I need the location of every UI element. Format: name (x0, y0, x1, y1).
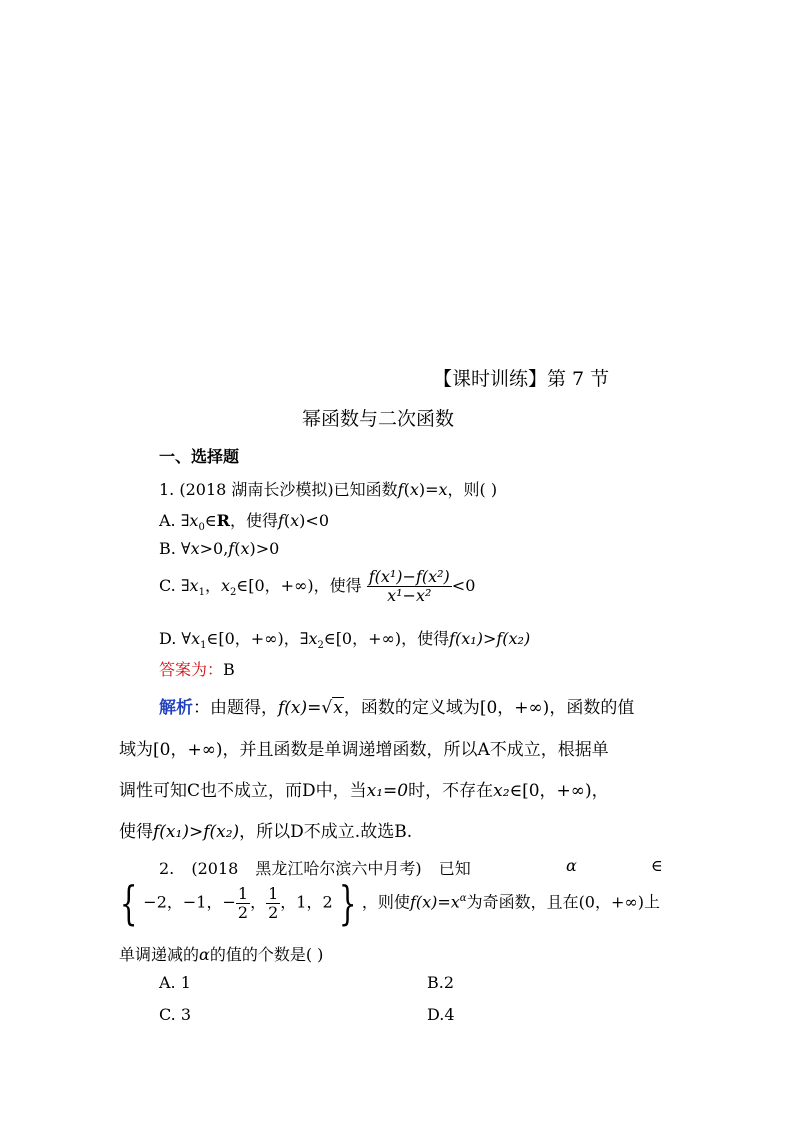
q2-stem-line-1: 2. (2018 黑龙江哈尔滨六中月考) 已知 (159, 859, 471, 878)
analysis-label: 解析 (159, 698, 193, 718)
lesson-tag: 【课时训练】第 7 节 (433, 368, 610, 390)
q2-alpha: α (566, 856, 577, 875)
q2-stem-line-2: { −2，−1，− $\frac{1}{2}$ ， $\frac{1}{2}$ ，1，2 } ，则使$f(x)=x^\alpha$为奇函数，且在(0，+∞)上 (119, 876, 660, 930)
q2-in-symbol: ∈ (651, 856, 663, 875)
analysis-line-3: 调性可知C也不成立，而D中，当x₁=0时，不存在x₂∈[0，+∞)， (119, 781, 609, 801)
q1-option-d: D. $\forall x_1\in[0$，+∞)，$\exists x_2\in[0$，+∞)，使得f(x₁)>f(x₂) (159, 629, 531, 652)
q2-option-c: C. 3 (159, 1005, 192, 1024)
q2-option-d: D.4 (427, 1005, 455, 1024)
answer-line (159, 657, 235, 680)
q2-stem-line-3: 单调递减的α的值的个数是( ) (119, 945, 324, 964)
answer-value: B (223, 660, 235, 679)
analysis-line-1: 解析：由题得，f(x)=√x，函数的定义域为[0，+∞)，函数的值 (159, 698, 635, 718)
q2-option-a: A. 1 (159, 973, 191, 992)
topic-title: 幂函数与二次函数 (302, 408, 455, 430)
q1-option-c-fraction: $\frac{\text{f(x¹)−f(x²)}}{\text{x¹−x²}}$ (368, 567, 450, 605)
analysis-line-2: 域为[0，+∞)，并且函数是单调递增函数，所以A不成立，根据单 (119, 740, 609, 760)
q1-option-c: C. $\exists x_1$，$x_2\in[0$，+∞)，使得 $\frac{\text{f(x¹)−f(x²)}}{\text{x¹−x²}}$ <0 (159, 567, 476, 605)
q1-option-a: A. $\exists x_0\in R$，使得f(x)<0 (159, 511, 330, 534)
q1-stem: 1. (2018 湖南长沙模拟)已知函数f(x)=x，则( ) (159, 480, 498, 499)
q2-half-fraction-2: $\frac{1}{2}$ (268, 883, 279, 922)
q1-option-b: B. ∀x>0,f(x)>0 (159, 539, 280, 558)
answer-label: 答案为： (159, 660, 224, 679)
analysis-line-4: 使得f(x₁)>f(x₂)，所以D不成立.故选B. (119, 822, 413, 842)
section-heading: 一、选择题 (159, 447, 240, 466)
q2-option-b: B.2 (427, 973, 455, 992)
q2-half-fraction-1: $\frac{1}{2}$ (237, 883, 249, 922)
